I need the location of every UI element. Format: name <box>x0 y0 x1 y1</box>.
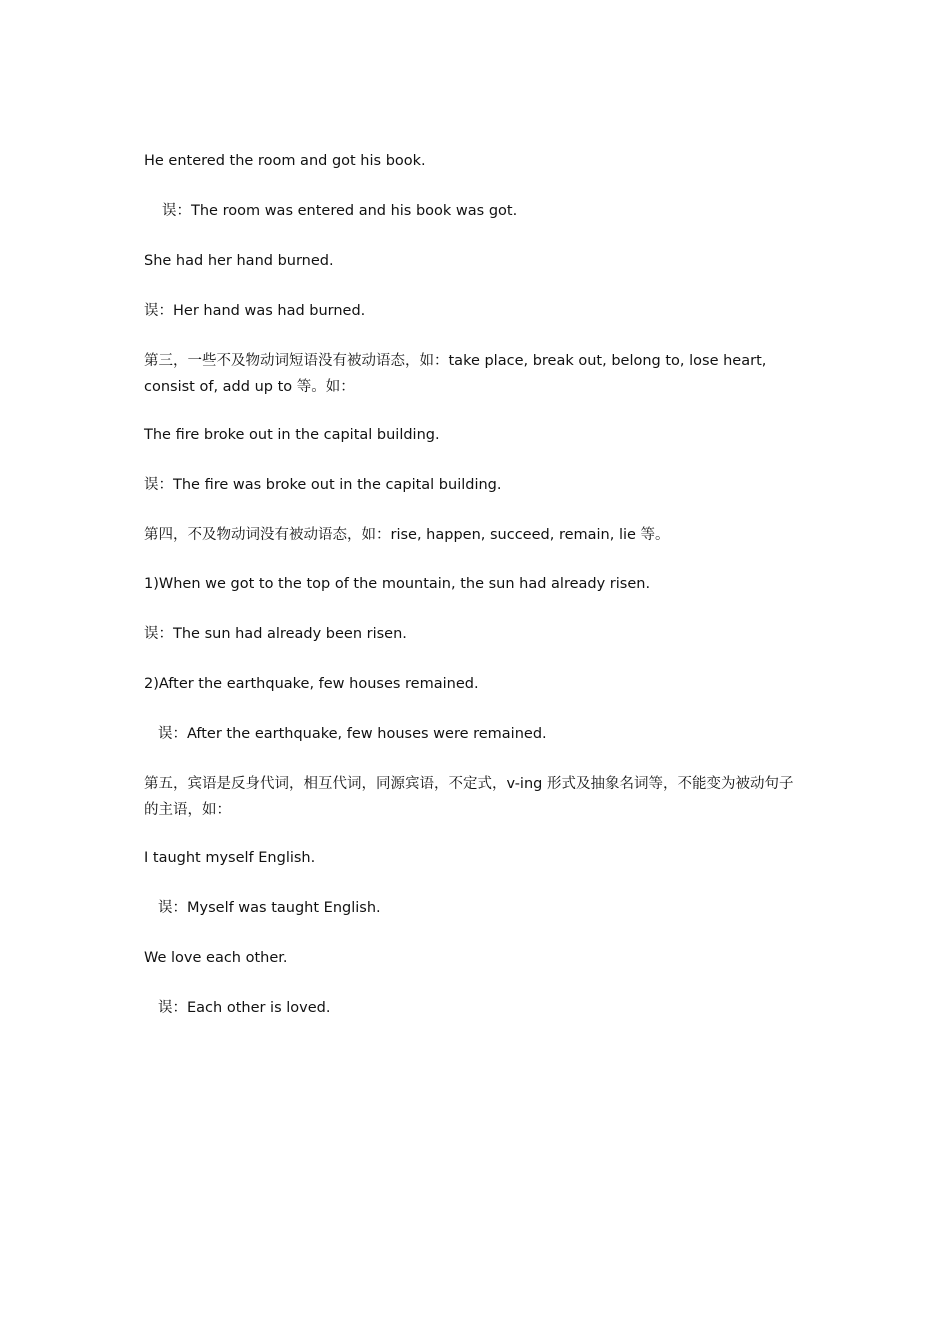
rule-paragraph: 第四，不及物动词没有被动语态，如：rise, happen, succeed, remain, lie 等。 <box>144 527 670 543</box>
rule-paragraph: 第五，宾语是反身代词，相互代词，同源宾语，不定式，v-ing 形式及抽象名词等，不能变为被动句子的主语，如： <box>144 776 794 818</box>
wrong-example: 误：The fire was broke out in the capital building. <box>144 477 502 493</box>
wrong-example: 误：Myself was taught English. <box>158 900 381 916</box>
example-sentence: I taught myself English. <box>144 850 316 866</box>
wrong-example: 误：Her hand was had burned. <box>144 303 366 319</box>
wrong-example: 误：After the earthquake, few houses were remained. <box>158 726 547 742</box>
wrong-example: 误：The room was entered and his book was got. <box>162 203 518 219</box>
example-sentence: He entered the room and got his book. <box>144 153 426 169</box>
example-sentence: 1)When we got to the top of the mountain, the sun had already risen. <box>144 576 651 592</box>
example-sentence: 2)After the earthquake, few houses remained. <box>144 676 479 692</box>
example-sentence: We love each other. <box>144 950 288 966</box>
example-sentence: She had her hand burned. <box>144 253 334 269</box>
wrong-example: 误：Each other is loved. <box>158 1000 331 1016</box>
example-sentence: The fire broke out in the capital building. <box>144 427 440 443</box>
rule-paragraph: 第三，一些不及物动词短语没有被动语态，如：take place, break out, belong to, lose heart, consist of, add up to 等。如： <box>144 353 767 395</box>
wrong-example: 误：The sun had already been risen. <box>144 626 407 642</box>
